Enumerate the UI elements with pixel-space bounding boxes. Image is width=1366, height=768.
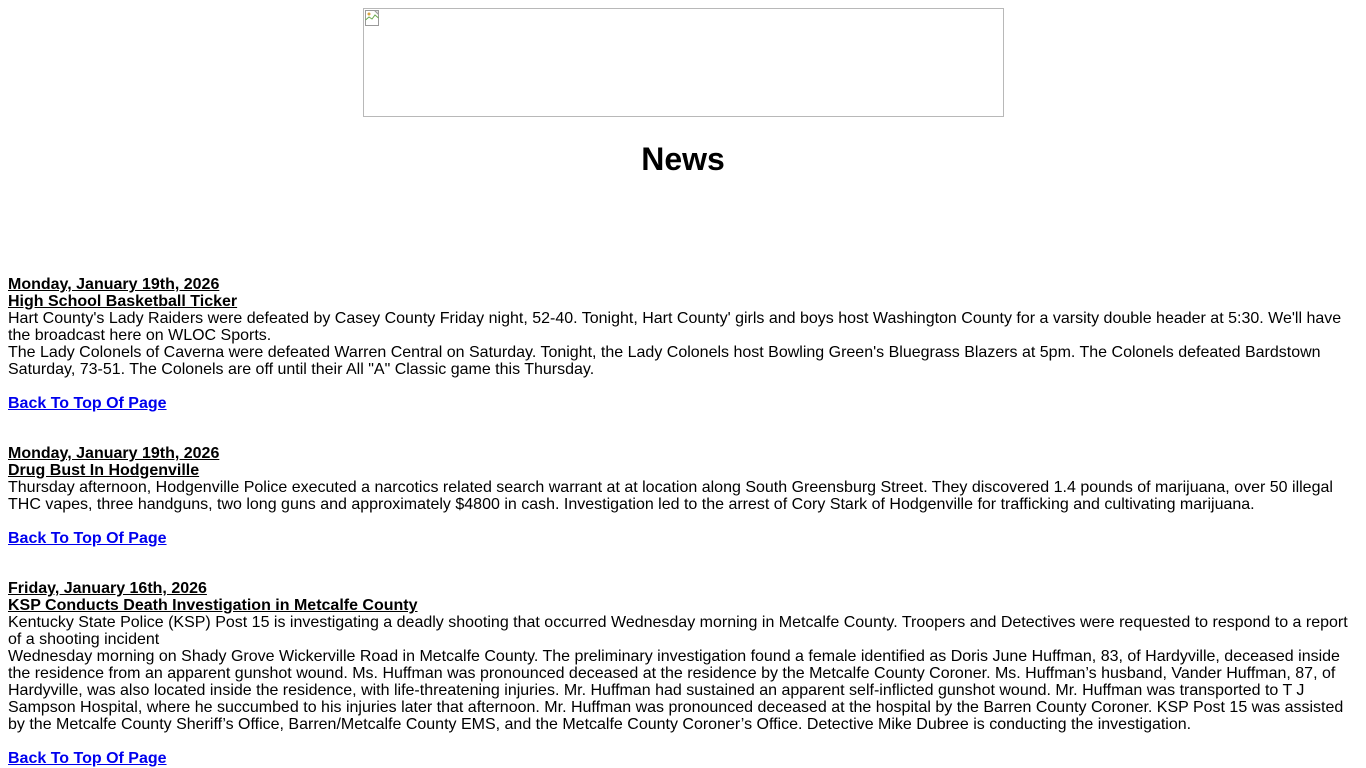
news-article bbox=[8, 580, 1354, 767]
back-to-top-link[interactable]: Back To Top Of Page bbox=[8, 530, 167, 547]
article-headline: Drug Bust In Hodgenville bbox=[8, 462, 200, 479]
article-headline: High School Basketball Ticker bbox=[8, 293, 238, 310]
article-date: Monday, January 19th, 2026 bbox=[8, 445, 220, 462]
back-to-top-link[interactable]: Back To Top Of Page bbox=[8, 395, 167, 412]
news-list bbox=[8, 276, 1354, 767]
broken-image-icon bbox=[365, 10, 381, 26]
article-date: Friday, January 16th, 2026 bbox=[8, 580, 207, 597]
page-title: News bbox=[641, 141, 725, 177]
article-paragraph: Wednesday morning on Shady Grove Wickerville Road in Metcalfe County. The preliminary investigation found a female identified as Doris June Huffman, 83, of Hardyville, deceased inside the residence from an apparent gunshot wound. Ms. Huffman was pronounced deceased at the residence by the Metcalfe County Coroner. Ms. Huffman’s husband, Vander Huffman, 87, of Hardyville, was also located inside the residence, with life-threatening injuries. Mr. Huffman had sustained an apparent self-inflicted gunshot wound. Mr. Huffman was transported to T J Sampson Hospital, where he succumbed to his injuries later that afternoon. Mr. Huffman was pronounced deceased at the hospital by the Barren County Coroner. KSP Post 15 was assisted by the Metcalfe County Sheriff’s Office, Barren/Metcalfe County EMS, and the Metcalfe County Coroner’s Office. Detective Mike Dubree is conducting the investigation. bbox=[8, 648, 1344, 733]
banner-image bbox=[363, 8, 1004, 117]
article-date: Monday, January 19th, 2026 bbox=[8, 276, 220, 293]
news-article bbox=[8, 276, 1354, 412]
article-paragraph: Thursday afternoon, Hodgenville Police executed a narcotics related search warrant at at location along South Greensburg Street. They discovered 1.4 pounds of marijuana, over 50 illegal THC vapes, three handguns, two long guns and approximately $4800 in cash. Investigation led to the arrest of Cory Stark of Hodgenville for trafficking and cultivating marijuana. bbox=[8, 479, 1333, 513]
article-paragraph: The Lady Colonels of Caverna were defeated Warren Central on Saturday. Tonight, the Lady Colonels host Bowling Green's Bluegrass Blazers at 5pm. The Colonels defeated Bardstown Saturday, 73-51. The Colonels are off until their All "A" Classic game this Thursday. bbox=[8, 344, 1321, 378]
article-paragraph: Hart County's Lady Raiders were defeated by Casey County Friday night, 52-40. Tonight, Hart County' girls and boys host Washington County for a varsity double header at 5:30. We'll have the broadcast here on WLOC Sports. bbox=[8, 310, 1342, 344]
article-paragraph: Kentucky State Police (KSP) Post 15 is investigating a deadly shooting that occurred Wednesday morning in Metcalfe County. Troopers and Detectives were requested to respond to a report of a shooting incident bbox=[8, 614, 1348, 648]
news-article bbox=[8, 445, 1354, 547]
article-headline: KSP Conducts Death Investigation in Metcalfe County bbox=[8, 597, 418, 614]
back-to-top-link[interactable]: Back To Top Of Page bbox=[8, 750, 167, 767]
